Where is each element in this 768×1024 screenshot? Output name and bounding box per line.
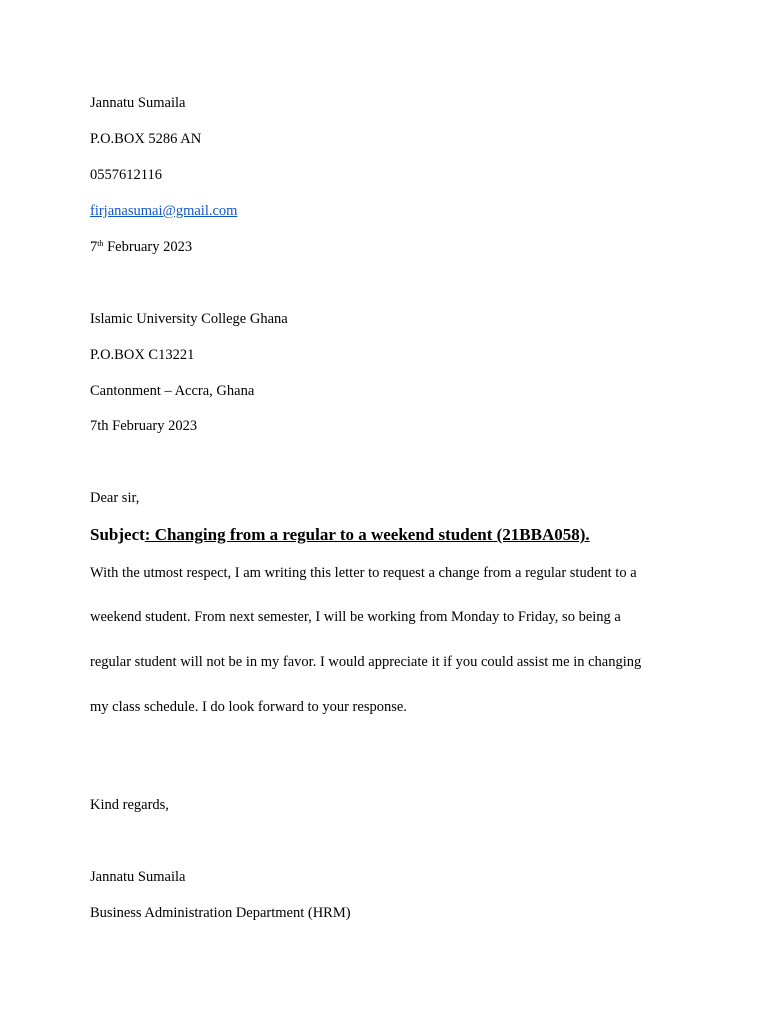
signature-department: Business Administration Department (HRM) <box>90 905 351 921</box>
salutation: Dear sir, <box>90 490 140 506</box>
sender-address: P.O.BOX 5286 AN <box>90 131 202 147</box>
recipient-institution: Islamic University College Ghana <box>90 311 288 327</box>
sender-email-link[interactable]: firjanasumai@gmail.com <box>90 203 238 219</box>
sender-date-rest: February 2023 <box>103 239 193 255</box>
subject-colon: : <box>144 525 151 544</box>
sender-email-row <box>90 202 237 220</box>
body-line-4: my class schedule. I do look forward to your response. <box>90 699 407 715</box>
body-line-1: With the utmost respect, I am writing this letter to request a change from a regular student to a <box>90 565 637 581</box>
sender-date <box>90 238 192 256</box>
subject-line <box>90 525 590 545</box>
sender-phone: 0557612116 <box>90 167 162 183</box>
subject-text: Changing from a regular to a weekend student (21BBA058). <box>150 525 590 544</box>
recipient-address: P.O.BOX C13221 <box>90 347 195 363</box>
sender-name: Jannatu Sumaila <box>90 95 186 111</box>
signature-name: Jannatu Sumaila <box>90 869 186 885</box>
recipient-location: Cantonment – Accra, Ghana <box>90 383 255 399</box>
sender-date-suffix: th <box>97 239 104 248</box>
closing: Kind regards, <box>90 797 169 813</box>
sender-date-day: 7 <box>90 239 98 255</box>
body-line-3: regular student will not be in my favor. I would appreciate it if you could assist me in changing <box>90 654 642 670</box>
body-line-2: weekend student. From next semester, I will be working from Monday to Friday, so being a <box>90 609 621 625</box>
recipient-date: 7th February 2023 <box>90 418 198 434</box>
subject-label: Subject <box>90 525 145 544</box>
